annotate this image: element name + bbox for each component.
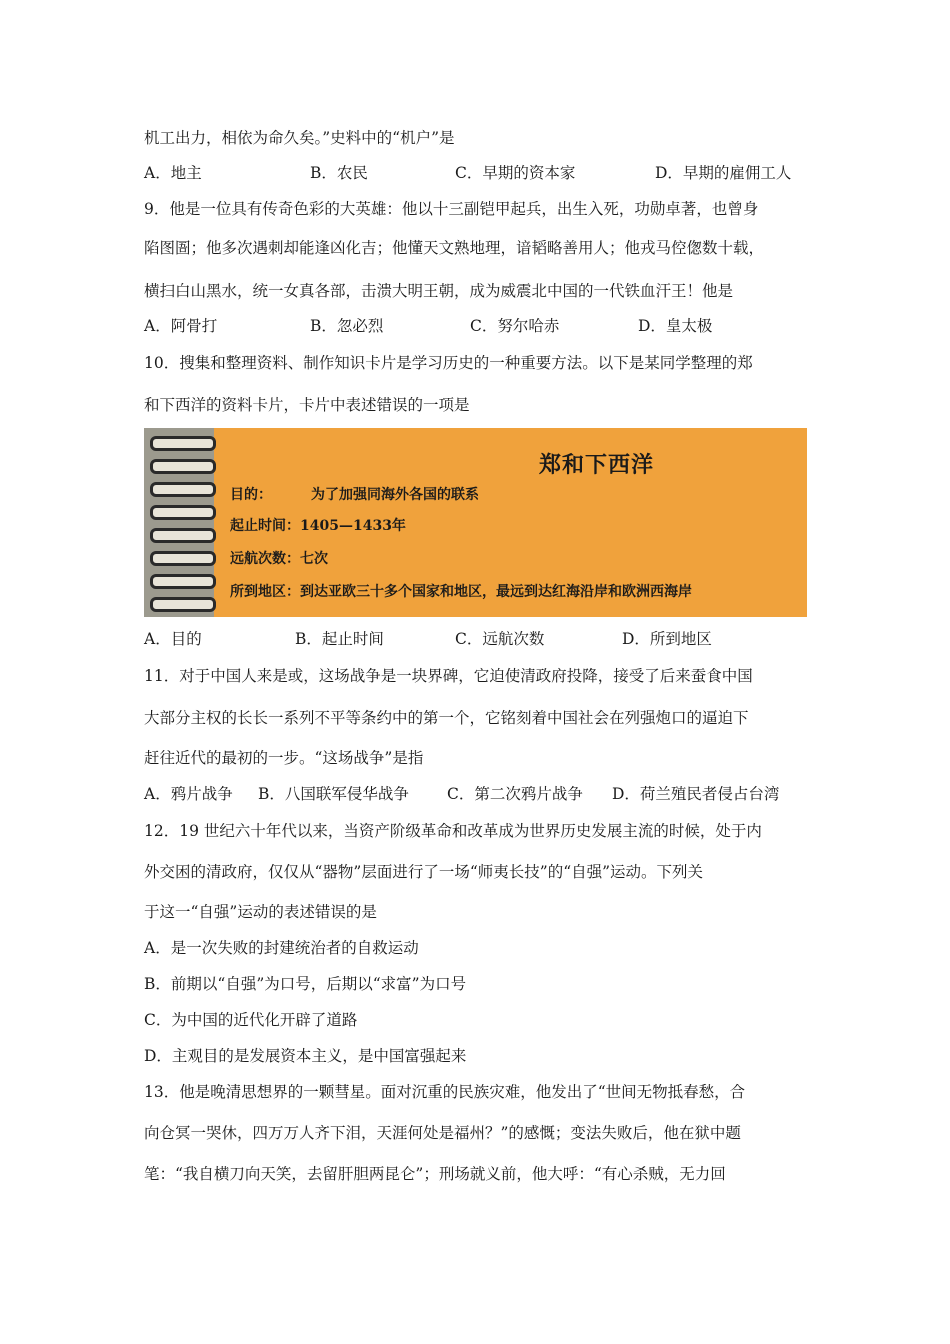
q11-option-a: A．鸦片战争 [144,785,233,803]
spiral-ring [150,505,216,520]
spiral-ring [150,597,216,612]
q12-option-b: B．前期以“自强”为口号，后期以“求富”为口号 [144,975,467,993]
q10-option-c: C．远航次数 [455,630,545,648]
question-11-line-2: 大部分主权的长长一系列不平等条约中的第一个，它铭刻着中国社会在列强炮口的逼迫下 [144,709,749,727]
card-voyages: 远航次数：七次 [230,551,328,567]
spiral-ring [150,574,216,589]
q8-option-a: A．地主 [144,164,202,182]
q10-option-d: D．所到地区 [622,630,712,648]
zheng-he-info-card [144,428,807,617]
card-period: 起止时间：1405—1433年 [230,518,406,534]
question-9-line-2: 陷图圄；他多次遇刺却能逢凶化吉；他懂天文熟地理，谙韬略善用人；他戎马倥偬数十载， [144,239,765,257]
question-9-line-3: 横扫白山黑水，统一女真各部，击溃大明王朝，成为威震北中国的一代铁血汗王！他是 [144,282,734,300]
q11-option-c: C．第二次鸦片战争 [447,785,583,803]
notebook-spiral [144,428,214,617]
q9-option-b: B．忽必烈 [310,317,384,335]
q12-option-d: D．主观目的是发展资本主义，是中国富强起来 [144,1047,467,1065]
q10-option-a: A．目的 [144,630,202,648]
q11-option-b: B．八国联军侵华战争 [258,785,409,803]
question-13-line-2: 向仓冥一哭休，四万万人齐下泪，天涯何处是福州？”的感慨；变法失败后，他在狱中题 [144,1124,741,1142]
question-9-line-1: 9．他是一位具有传奇色彩的大英雄：他以十三副铠甲起兵，出生入死，功勋卓著，也曾身 [144,200,759,218]
q9-option-a: A．阿骨打 [144,317,218,335]
q12-option-a: A．是一次失败的封建统治者的自救运动 [144,939,419,957]
spiral-ring [150,528,216,543]
question-12-line-1: 12．19 世纪六十年代以来，当资产阶级革命和改革成为世界历史发展主流的时候，处于内 [144,822,762,840]
spiral-ring [150,459,216,474]
question-11-line-3: 赶往近代的最初的一步。“这场战争”是指 [144,749,424,767]
question-10-line-2: 和下西洋的资料卡片，卡片中表述错误的一项是 [144,396,470,414]
q9-option-d: D．皇太极 [638,317,713,335]
q8-option-c: C．早期的资本家 [455,164,576,182]
card-title: 郑和下西洋 [539,452,655,478]
q9-option-c: C．努尔哈赤 [470,317,560,335]
q8-option-d: D．早期的雇佣工人 [655,164,792,182]
question-12-line-3: 于这一“自强”运动的表述错误的是 [144,903,377,921]
card-purpose: 目的： 为了加强同海外各国的联系 [230,487,479,503]
question-10-line-1: 10．搜集和整理资料、制作知识卡片是学习历史的一种重要方法。以下是某同学整理的郑 [144,354,753,372]
card-regions: 所到地区：到达亚欧三十多个国家和地区，最远到达红海沿岸和欧洲西海岸 [230,584,692,600]
q10-option-b: B．起止时间 [295,630,384,648]
q12-option-c: C．为中国的近代化开辟了道路 [144,1011,358,1029]
spiral-ring [150,551,216,566]
question-13-line-1: 13．他是晚清思想界的一颗彗星。面对沉重的民族灾难，他发出了“世间无物抵春愁，合 [144,1083,746,1101]
spiral-ring [150,482,216,497]
line-q8-tail: 机工出力，相依为命久矣。”史料中的“机户”是 [144,129,455,147]
question-12-line-2: 外交困的清政府，仅仅从“器物”层面进行了一场“师夷长技”的“自强”运动。下列关 [144,863,704,881]
q11-option-d: D．荷兰殖民者侵占台湾 [612,785,780,803]
question-11-line-1: 11．对于中国人来是或，这场战争是一块界碑，它迫使清政府投降，接受了后来蚕食中国 [144,667,753,685]
q8-option-b: B．农民 [310,164,368,182]
question-13-line-3: 笔：“我自横刀向天笑，去留肝胆两昆仑”；刑场就义前，他大呼：“有心杀贼，无力回 [144,1165,726,1183]
spiral-ring [150,436,216,451]
